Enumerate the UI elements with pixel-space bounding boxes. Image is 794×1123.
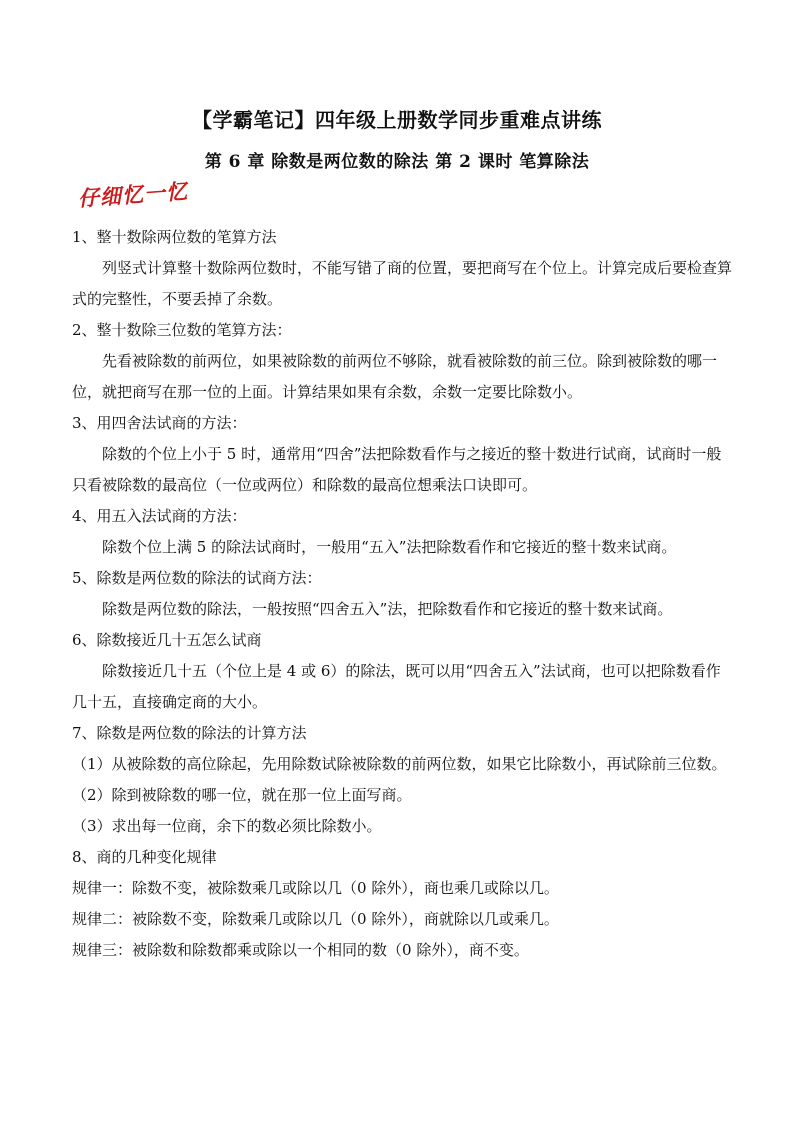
calculation-step: （1）从被除数的高位除起，先用除数试除被除数的前两位数，如果它比除数小，再试除前三位数。 [72,755,727,773]
section-heading: 1、整十数除两位数的笔算方法 [72,228,277,246]
section-heading: 7、除数是两位数的除法的计算方法 [72,724,307,742]
review-badge: 仔细忆一忆 [77,179,189,211]
quotient-rule: 规律二：被除数不变，除数乘几或除以几（0 除外），商就除以几或乘几。 [72,910,559,928]
section-4 [72,501,732,563]
section-body: 列竖式计算整十数除两位数时，不能写错了商的位置，要把商写在个位上。计算完成后要检查算式的完整性，不要丢掉了余数。 [72,259,733,308]
section-3 [72,408,732,501]
section-1 [72,222,732,315]
section-body: 先看被除数的前两位，如果被除数的前两位不够除，就看被除数的前三位。除到被除数的哪一位，就把商写在那一位的上面。计算结果如果有余数，余数一定要比除数小。 [72,352,718,401]
section-body: 除数的个位上小于 5 时，通常用“四舍”法把除数看作与之接近的整十数进行试商，试商时一般只看被除数的最高位（一位或两位）和除数的最高位想乘法口诀即可。 [72,445,722,494]
section-5 [72,563,732,625]
calculation-step: （2）除到被除数的哪一位，就在那一位上面写商。 [72,786,412,804]
section-body: 除数是两位数的除法，一般按照“四舍五入”法，把除数看作和它接近的整十数来试商。 [102,600,673,618]
quotient-rule: 规律一：除数不变，被除数乘几或除以几（0 除外），商也乘几或除以几。 [72,879,559,897]
notes-content [72,222,732,966]
section-body: 除数接近几十五（个位上是 4 或 6）的除法，既可以用“四舍五入”法试商，也可以把除数看作几十五，直接确定商的大小。 [72,662,721,711]
section-heading: 8、商的几种变化规律 [72,848,217,866]
section-2 [72,315,732,408]
section-heading: 6、除数接近几十五怎么试商 [72,631,262,649]
section-heading: 2、整十数除三位数的笔算方法： [72,321,292,339]
section-8 [72,842,732,966]
section-7 [72,718,732,842]
section-heading: 3、用四舍法试商的方法： [72,414,247,432]
quotient-rule: 规律三：被除数和除数都乘或除以一个相同的数（0 除外），商不变。 [72,941,529,959]
section-6 [72,625,732,718]
section-heading: 5、除数是两位数的除法的试商方法： [72,569,322,587]
section-heading: 4、用五入法试商的方法： [72,507,247,525]
document-title: 【学霸笔记】四年级上册数学同步重难点讲练 [192,108,602,132]
section-body: 除数个位上满 5 的除法试商时，一般用“五入”法把除数看作和它接近的整十数来试商。 [102,538,677,556]
chapter-subtitle: 第 6 章 除数是两位数的除法 第 2 课时 笔算除法 [204,152,590,172]
calculation-step: （3）求出每一位商，余下的数必须比除数小。 [72,817,382,835]
